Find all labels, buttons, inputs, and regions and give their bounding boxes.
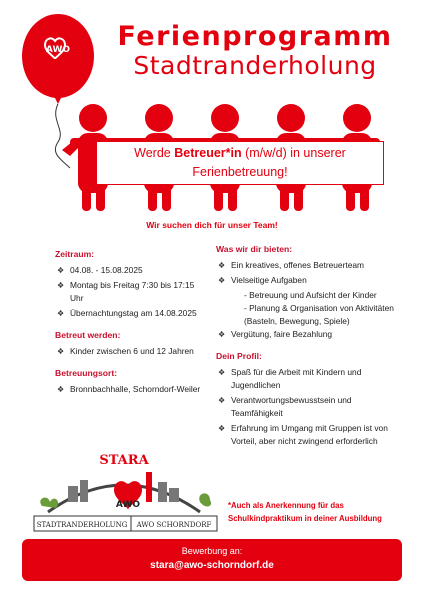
page-subtitle: Stadtranderholung [133, 51, 377, 80]
ort-list [55, 383, 205, 396]
list-item: ❖ 04.08. - 15.08.2025 [57, 265, 143, 275]
svg-text:AWO: AWO [115, 500, 141, 510]
list-item: ❖ Erfahrung im Umgang mit Gruppen ist von Vorteil, aber nicht zwingend erforderlich [218, 423, 388, 446]
application-email-link[interactable]: stara@awo-schorndorf.de [150, 560, 274, 571]
betreut-heading: Betreut werden: [55, 330, 121, 340]
profil-list [216, 366, 396, 448]
diamond-bullet-icon: ❖ [218, 261, 226, 270]
diamond-bullet-icon: ❖ [57, 347, 65, 356]
diamond-bullet-icon: ❖ [218, 396, 226, 405]
application-label: Bewerbung an: [181, 546, 243, 556]
list-subitem: - Betreuung und Aufsicht der Kinder [244, 290, 377, 300]
job-banner: Werde Betreuer*in (m/w/d) in unserer Ferienbetreuung! [96, 141, 384, 185]
list-item: ❖ Ein kreatives, offenes Betreuerteam [218, 260, 364, 270]
left-column [55, 248, 205, 405]
list-item: ❖ Vielseitige Aufgaben [218, 275, 307, 285]
list-subitem: - Planung & Organisation von Aktivitäten (Basteln, Bewegung, Spiele) [244, 303, 394, 326]
bieten-list [216, 259, 396, 341]
diamond-bullet-icon: ❖ [57, 281, 65, 290]
list-item: ❖ Spaß für die Arbeit mit Kindern und Jugendlichen [218, 367, 362, 390]
svg-text:AWO: AWO [45, 45, 71, 55]
diamond-bullet-icon: ❖ [57, 266, 65, 275]
diamond-bullet-icon: ❖ [218, 424, 226, 433]
diamond-bullet-icon: ❖ [218, 368, 226, 377]
diamond-bullet-icon: ❖ [57, 309, 65, 318]
internship-note: *Auch als Anerkennung für das Schulkindpraktikum in deiner Ausbildung [228, 501, 382, 523]
list-item: ❖ Montag bis Freitag 7:30 bis 17:15 Uhr [57, 280, 195, 303]
list-item: ❖ Vergütung, faire Bezahlung [218, 329, 333, 339]
diamond-bullet-icon: ❖ [218, 330, 226, 339]
list-item: ❖ Bronnbachhalle, Schorndorf-Weiler [57, 384, 201, 394]
profil-heading: Dein Profil: [216, 351, 262, 361]
svg-text:STARA: STARA [99, 453, 149, 468]
list-item: ❖ Kinder zwischen 6 und 12 Jahren [57, 346, 194, 356]
betreut-list [55, 345, 205, 358]
list-item: ❖ Übernachtungstag am 14.08.2025 [57, 308, 197, 318]
diamond-bullet-icon: ❖ [218, 276, 226, 285]
list-item: ❖ Verantwortungsbewusstsein und Teamfähigkeit [218, 395, 352, 418]
ort-heading: Betreuungsort: [55, 368, 118, 378]
diamond-bullet-icon: ❖ [57, 385, 65, 394]
zeitraum-heading: Zeitraum: [55, 249, 95, 259]
right-column [216, 243, 396, 457]
page-title: Ferienprogramm [117, 21, 393, 52]
svg-text:AWO SCHORNDORF: AWO SCHORNDORF [136, 521, 212, 529]
zeitraum-list [55, 264, 205, 320]
team-callout: Wir suchen dich für unser Team! [146, 220, 278, 230]
application-footer [22, 539, 402, 581]
svg-text:STADTRANDERHOLUNG: STADTRANDERHOLUNG [36, 521, 128, 529]
stara-logo [28, 450, 223, 535]
bieten-heading: Was wir dir bieten: [216, 244, 293, 254]
